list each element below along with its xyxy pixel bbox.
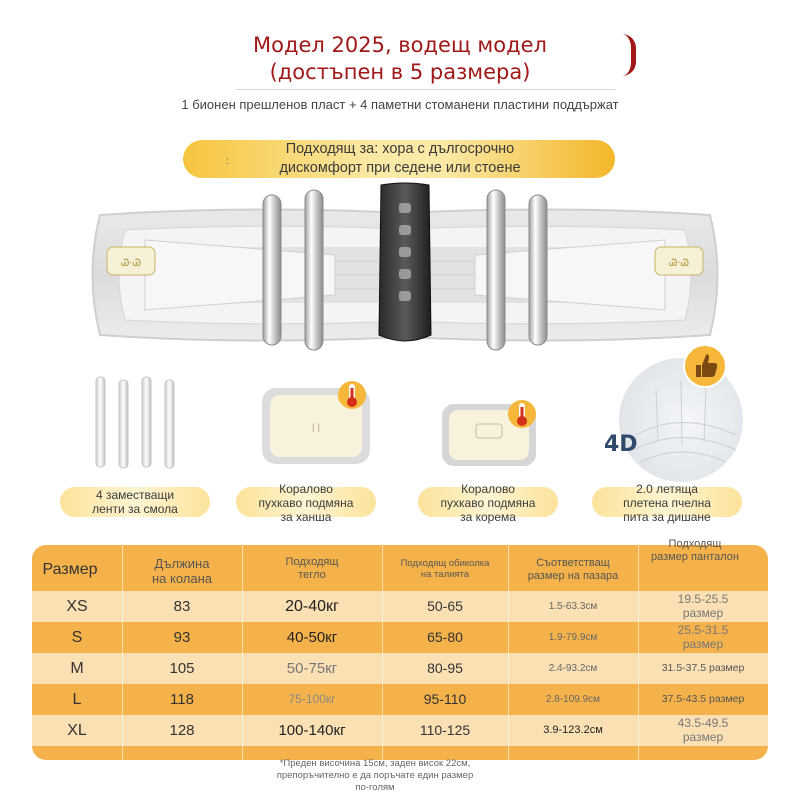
header-market: Съответстващ размер на пазара	[527, 557, 619, 582]
table-cell-market: 1.5-63.3см	[548, 601, 598, 612]
header-waist: Подходящ обиколка на талията	[400, 558, 490, 580]
table-cell-length: 128	[169, 722, 195, 739]
header-size: Размер	[42, 561, 98, 578]
table-cell-size: S	[71, 629, 83, 646]
page-title: Модел 2025, водещ модел	[253, 33, 547, 57]
table-cell-length: 118	[170, 691, 194, 708]
table-cell-pants: 19.5-25.5 размер	[677, 592, 729, 620]
svg-text:Ꮚ·Ꮚ: Ꮚ·Ꮚ	[668, 258, 690, 269]
table-cell-market: 1.9-79.9см	[548, 632, 598, 643]
badge-4d: 4D	[604, 432, 638, 457]
table-cell-weight: 40-50кг	[286, 629, 338, 646]
suitability-text-line2: дискомфорт при седене или стоене	[279, 160, 521, 176]
header-weight: Подходящ тегло	[285, 556, 339, 581]
table-cell-weight: 100-140кг	[278, 722, 346, 739]
size-table	[32, 538, 768, 760]
page-title-sizes: (достъпен в 5 размера)	[269, 60, 531, 84]
accessory-label-resin: 4 заместващи ленти за смола	[92, 488, 178, 516]
table-cell-size: XS	[66, 598, 88, 615]
table-cell-waist: 110-125	[419, 722, 471, 738]
title-divider	[235, 89, 615, 90]
accessory-label-belly: Коралово пухкаво подмяна за корема	[440, 482, 536, 524]
table-cell-pants: 37.5-43.5 размер	[661, 693, 745, 705]
header-pants: Подходящ размер панталон	[651, 538, 739, 563]
accessory-label-hip: Коралово пухкаво подмяна за ханша	[258, 482, 354, 524]
table-cell-length: 105	[169, 660, 195, 677]
header-length: Дължина на колана	[151, 556, 213, 586]
table-cell-waist: 80-95	[427, 660, 463, 676]
table-cell-pants: 43.5-49.5 размер	[677, 716, 729, 744]
table-cell-weight: 20-40кг	[285, 598, 339, 615]
table-cell-market: 2.8-109.9см	[545, 694, 601, 705]
table-cell-waist: 65-80	[427, 629, 463, 645]
table-cell-waist: 95-110	[423, 691, 467, 707]
table-cell-waist: 50-65	[427, 598, 463, 614]
honeycomb-mesh-image	[596, 350, 756, 480]
table-cell-size: L	[72, 691, 82, 708]
svg-text:ǀ ǀ: ǀ ǀ	[311, 423, 321, 433]
feature-subtitle: 1 бионен прешленов пласт + 4 паметни стоманени пластини поддържат	[181, 97, 619, 112]
table-cell-market: 3.9-123.2см	[543, 724, 603, 736]
waist-belt-image	[85, 185, 725, 365]
table-cell-pants: 25.5-31.5 размер	[677, 623, 729, 651]
table-cell-market: 2.4-93.2см	[548, 663, 598, 674]
accessory-label-honeycomb: 2.0 летяща плетена пчелна пита за дишане	[623, 482, 711, 524]
table-cell-size: XL	[67, 722, 87, 739]
thermometer-icon	[337, 378, 367, 412]
table-cell-size: M	[70, 660, 84, 677]
table-cell-weight: 75-100кг	[288, 692, 336, 706]
table-cell-weight: 50-75кг	[286, 660, 338, 677]
svg-text:Ꮚ·Ꮚ: Ꮚ·Ꮚ	[120, 258, 142, 269]
footnote: *Преден височина 15см, заден висок 22см, препоръчително е да поръчате един размер по-голям	[276, 758, 474, 793]
resin-strips-image	[88, 372, 188, 472]
suitability-text-line1: Подходящ за: хора с дългосрочно	[285, 141, 515, 157]
thumbs-up-icon	[682, 343, 728, 389]
table-cell-length: 93	[173, 629, 191, 646]
table-cell-pants: 31.5-37.5 размер	[661, 662, 745, 674]
table-cell-length: 83	[173, 598, 191, 615]
thermometer-icon-2	[507, 397, 537, 431]
banner-dot-icon: :	[226, 156, 229, 167]
